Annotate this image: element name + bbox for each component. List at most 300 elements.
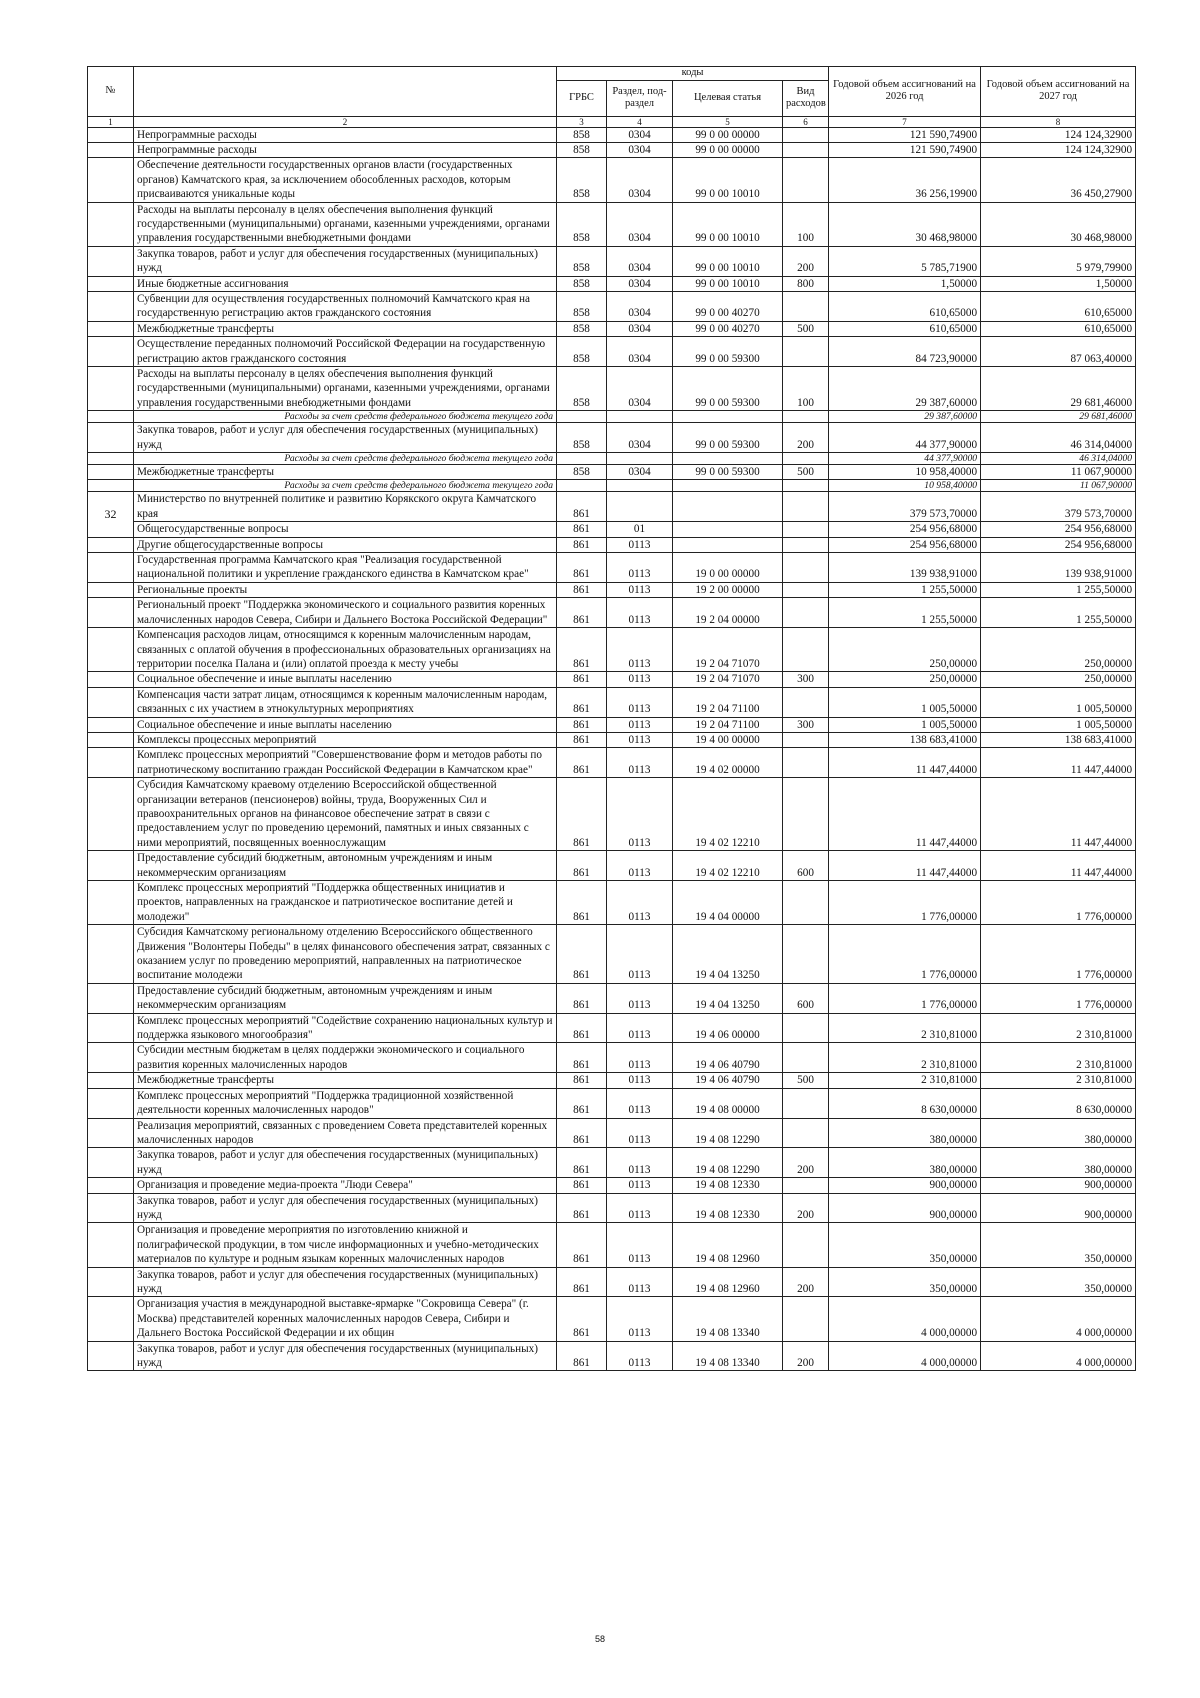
federal-funds-row [88,453,1136,465]
table-row [88,291,1136,321]
cell-grbs: 861 [557,881,607,925]
cell-v2: 30 468,98000 [981,202,1136,246]
cell-rz: 0113 [607,851,673,881]
cell-rz: 0113 [607,687,673,717]
cell-grbs: 861 [557,1148,607,1178]
cell-v2: 8 630,00000 [981,1088,1136,1118]
cell-v2: 610,65000 [981,321,1136,336]
cell-vr [783,337,829,367]
cell-vr: 300 [783,717,829,732]
cell-vr [783,291,829,321]
cell-v2: 46 314,04000 [981,453,1136,465]
row-number [88,748,134,778]
colnum: 3 [557,116,607,127]
cell-v2: 1 255,50000 [981,598,1136,628]
cell-v2: 1 005,50000 [981,717,1136,732]
cell-v1: 10 958,40000 [829,465,981,480]
cell-vr [783,1223,829,1267]
cell-v1: 29 387,60000 [829,411,981,423]
cell-v1: 250,00000 [829,672,981,687]
header-tselevaya: Целевая статья [673,80,783,116]
cell-desc: Организация и проведение мероприятия по изготовлению книжной и полиграфической продукции, в том числе информационных и учебно-методических материалов по культуре и родным языкам коренных малочисленных народов [134,1223,557,1267]
cell-v1: 11 447,44000 [829,851,981,881]
cell-grbs: 858 [557,127,607,142]
cell-v1: 29 387,60000 [829,367,981,411]
table-body [88,127,1136,1371]
row-number [88,687,134,717]
cell-vr [783,778,829,851]
cell-v1: 1 005,50000 [829,717,981,732]
cell-v2: 350,00000 [981,1223,1136,1267]
cell-cs: 19 2 04 71100 [673,687,783,717]
cell-cs: 19 4 02 00000 [673,748,783,778]
cell-grbs: 861 [557,687,607,717]
row-number [88,778,134,851]
table-row [88,1013,1136,1043]
cell-grbs: 861 [557,537,607,552]
colnum: 6 [783,116,829,127]
cell-v1: 4 000,00000 [829,1341,981,1371]
header-razdel: Раздел, под-раздел [607,80,673,116]
table-row [88,1043,1136,1073]
cell-desc: Общегосударственные вопросы [134,522,557,537]
cell-desc: Закупка товаров, работ и услуг для обеспечения государственных (муниципальных) нужд [134,246,557,276]
cell-v2: 4 000,00000 [981,1297,1136,1341]
row-number [88,367,134,411]
cell-v2: 900,00000 [981,1178,1136,1193]
cell-vr [783,628,829,672]
table-row [88,465,1136,480]
cell-desc: Закупка товаров, работ и услуг для обеспечения государственных (муниципальных) нужд [134,1341,557,1371]
cell-cs: 19 4 06 00000 [673,1013,783,1043]
cell-grbs: 861 [557,522,607,537]
cell-vr [783,1178,829,1193]
row-number [88,1073,134,1088]
cell-rz: 0304 [607,465,673,480]
cell-desc: Министерство по внутренней политике и развитию Корякского округа Камчатского края [134,492,557,522]
cell-cs: 19 4 06 40790 [673,1043,783,1073]
row-number [88,465,134,480]
cell-v1: 1 005,50000 [829,687,981,717]
cell-rz: 0113 [607,732,673,747]
row-number [88,291,134,321]
cell-v2: 254 956,68000 [981,537,1136,552]
row-number [88,480,134,492]
cell-v2: 1,50000 [981,276,1136,291]
cell-vr [783,522,829,537]
cell-rz: 0304 [607,337,673,367]
cell-desc: Предоставление субсидий бюджетным, автономным учреждениям и иным некоммерческим организациям [134,851,557,881]
header-codes: коды [557,67,829,81]
cell-desc: Субсидия Камчатскому региональному отделению Всероссийского общественного Движения "Волонтеры Победы" в целях финансового обеспечения затрат, связанных с оказанием услуг по проведению мероприятий, направленных на патриотическое воспитание молодежи [134,925,557,984]
cell-v1: 1,50000 [829,276,981,291]
federal-funds-row [88,411,1136,423]
table-row [88,522,1136,537]
cell-rz: 0304 [607,158,673,202]
header-2027: Годовой объем ассигнований на 2027 год [981,67,1136,117]
table-row [88,1341,1136,1371]
cell-rz: 0113 [607,1178,673,1193]
cell-v2: 124 124,32900 [981,142,1136,157]
cell-desc: Непрограммные расходы [134,142,557,157]
table-row [88,321,1136,336]
table-row [88,492,1136,522]
cell-v2: 250,00000 [981,628,1136,672]
cell-cs [673,492,783,522]
cell-cs: 99 0 00 00000 [673,127,783,142]
cell-v1: 610,65000 [829,291,981,321]
cell-grbs: 861 [557,1193,607,1223]
cell-vr: 600 [783,983,829,1013]
row-number [88,1013,134,1043]
table-row [88,337,1136,367]
row-number [88,246,134,276]
cell-cs [673,411,783,423]
cell-desc: Комплексы процессных мероприятий [134,732,557,747]
cell-grbs: 861 [557,925,607,984]
cell-v2: 1 776,00000 [981,881,1136,925]
cell-grbs: 858 [557,465,607,480]
cell-rz [607,453,673,465]
cell-desc: Организация и проведение медиа-проекта "Люди Севера" [134,1178,557,1193]
table-row [88,158,1136,202]
cell-cs: 19 4 04 13250 [673,983,783,1013]
cell-v1: 44 377,90000 [829,423,981,453]
cell-desc: Расходы за счет средств федерального бюджета текущего года [134,480,557,492]
federal-funds-row [88,480,1136,492]
cell-v1: 610,65000 [829,321,981,336]
cell-vr: 200 [783,1267,829,1297]
colnum: 4 [607,116,673,127]
cell-cs: 99 0 00 59300 [673,423,783,453]
cell-rz: 0304 [607,423,673,453]
cell-rz [607,492,673,522]
cell-grbs: 861 [557,1267,607,1297]
cell-vr [783,925,829,984]
cell-vr [783,492,829,522]
cell-vr: 500 [783,321,829,336]
cell-grbs: 861 [557,1297,607,1341]
cell-rz: 0113 [607,1267,673,1297]
cell-cs [673,537,783,552]
cell-desc: Закупка товаров, работ и услуг для обеспечения государственных (муниципальных) нужд [134,423,557,453]
cell-cs: 99 0 00 10010 [673,158,783,202]
cell-grbs: 861 [557,1118,607,1148]
cell-v2: 29 681,46000 [981,411,1136,423]
row-number [88,553,134,583]
cell-grbs: 858 [557,367,607,411]
cell-grbs: 858 [557,158,607,202]
cell-grbs: 861 [557,732,607,747]
cell-grbs: 861 [557,1088,607,1118]
table-row [88,851,1136,881]
cell-v2: 350,00000 [981,1267,1136,1297]
cell-vr: 100 [783,367,829,411]
table-row [88,127,1136,142]
cell-desc: Социальное обеспечение и иные выплаты населению [134,717,557,732]
table-row [88,717,1136,732]
cell-cs: 19 4 08 12960 [673,1223,783,1267]
table-row [88,537,1136,552]
row-number [88,1341,134,1371]
cell-vr: 600 [783,851,829,881]
cell-cs: 19 4 04 13250 [673,925,783,984]
cell-vr [783,1043,829,1073]
cell-cs: 19 2 04 00000 [673,598,783,628]
colnum: 5 [673,116,783,127]
cell-cs: 99 0 00 40270 [673,321,783,336]
cell-rz: 0113 [607,1088,673,1118]
cell-grbs: 858 [557,202,607,246]
row-number [88,582,134,597]
cell-rz: 0304 [607,202,673,246]
row-number [88,423,134,453]
table-row [88,1073,1136,1088]
table-row [88,748,1136,778]
cell-v1: 138 683,41000 [829,732,981,747]
row-number [88,1118,134,1148]
cell-desc: Межбюджетные трансферты [134,1073,557,1088]
cell-desc: Закупка товаров, работ и услуг для обеспечения государственных (муниципальных) нужд [134,1148,557,1178]
cell-cs: 19 4 02 12210 [673,778,783,851]
row-number [88,321,134,336]
cell-vr [783,1088,829,1118]
cell-v2: 11 067,90000 [981,465,1136,480]
table-row [88,1223,1136,1267]
cell-v2: 1 776,00000 [981,983,1136,1013]
cell-vr [783,687,829,717]
cell-rz: 0113 [607,628,673,672]
cell-v2: 4 000,00000 [981,1341,1136,1371]
row-number [88,202,134,246]
colnum: 1 [88,116,134,127]
cell-grbs: 861 [557,983,607,1013]
cell-v1: 121 590,74900 [829,127,981,142]
cell-vr [783,1013,829,1043]
row-number [88,537,134,552]
cell-desc: Комплекс процессных мероприятий "Поддержка общественных инициатив и проектов, направленных на гражданское и патриотическое воспитание детей и молодежи" [134,881,557,925]
cell-v1: 2 310,81000 [829,1073,981,1088]
cell-vr [783,881,829,925]
table-row [88,423,1136,453]
cell-v1: 11 447,44000 [829,748,981,778]
cell-cs: 19 4 08 13340 [673,1341,783,1371]
cell-vr: 200 [783,423,829,453]
cell-rz: 0113 [607,1013,673,1043]
cell-desc: Субсидии местным бюджетам в целях поддержки экономического и социального развития коренных малочисленных народов [134,1043,557,1073]
cell-vr [783,480,829,492]
row-number [88,1267,134,1297]
cell-v2: 1 255,50000 [981,582,1136,597]
table-row [88,983,1136,1013]
cell-vr [783,732,829,747]
table-row [88,778,1136,851]
row-number [88,851,134,881]
cell-desc: Осуществление переданных полномочий Российской Федерации на государственную регистрацию актов гражданского состояния [134,337,557,367]
table-row [88,1088,1136,1118]
cell-desc: Предоставление субсидий бюджетным, автономным учреждениям и иным некоммерческим организациям [134,983,557,1013]
cell-rz: 0304 [607,276,673,291]
cell-cs: 19 4 08 00000 [673,1088,783,1118]
cell-v2: 1 005,50000 [981,687,1136,717]
cell-grbs: 861 [557,582,607,597]
row-number [88,276,134,291]
table-row [88,246,1136,276]
cell-v1: 900,00000 [829,1178,981,1193]
cell-v1: 4 000,00000 [829,1297,981,1341]
cell-vr [783,453,829,465]
cell-vr [783,411,829,423]
cell-vr: 300 [783,672,829,687]
row-number [88,1178,134,1193]
cell-vr: 200 [783,1341,829,1371]
table-row [88,1118,1136,1148]
row-number [88,717,134,732]
cell-vr: 800 [783,276,829,291]
cell-rz: 0113 [607,1118,673,1148]
cell-rz: 0304 [607,246,673,276]
cell-cs: 19 2 00 00000 [673,582,783,597]
cell-rz: 0113 [607,717,673,732]
cell-rz [607,411,673,423]
row-number [88,983,134,1013]
cell-v1: 5 785,71900 [829,246,981,276]
cell-cs: 19 4 08 12330 [673,1193,783,1223]
row-number [88,1297,134,1341]
cell-rz: 0304 [607,291,673,321]
row-number [88,158,134,202]
cell-v2: 124 124,32900 [981,127,1136,142]
cell-vr: 100 [783,202,829,246]
cell-vr [783,142,829,157]
cell-desc: Расходы на выплаты персоналу в целях обеспечения выполнения функций государственными (муниципальными) органами, казенными учреждениями, органами управления государственными внебюджетными фондами [134,367,557,411]
cell-cs: 99 0 00 59300 [673,367,783,411]
cell-cs: 19 2 04 71100 [673,717,783,732]
cell-grbs [557,453,607,465]
header-no: № [88,67,134,117]
cell-v1: 1 776,00000 [829,983,981,1013]
cell-cs: 19 4 02 12210 [673,851,783,881]
cell-v1: 84 723,90000 [829,337,981,367]
cell-grbs: 861 [557,598,607,628]
row-number [88,1223,134,1267]
cell-cs: 19 4 08 12960 [673,1267,783,1297]
cell-v2: 380,00000 [981,1118,1136,1148]
cell-vr [783,553,829,583]
cell-cs: 19 4 08 12290 [673,1148,783,1178]
cell-v2: 2 310,81000 [981,1043,1136,1073]
row-number [88,628,134,672]
cell-rz: 0113 [607,1297,673,1341]
cell-vr: 200 [783,246,829,276]
cell-desc: Субвенции для осуществления государственных полномочий Камчатского края на государственную регистрацию актов гражданского состояния [134,291,557,321]
cell-grbs: 861 [557,1178,607,1193]
cell-desc: Иные бюджетные ассигнования [134,276,557,291]
cell-cs: 19 4 08 13340 [673,1297,783,1341]
cell-vr [783,582,829,597]
cell-v2: 2 310,81000 [981,1013,1136,1043]
cell-v1: 380,00000 [829,1148,981,1178]
cell-v2: 2 310,81000 [981,1073,1136,1088]
cell-cs: 99 0 00 59300 [673,465,783,480]
cell-v1: 139 938,91000 [829,553,981,583]
cell-desc: Комплекс процессных мероприятий "Совершенствование форм и методов работы по патриотическому воспитанию граждан Российской Федерации в Камчатском крае" [134,748,557,778]
table-row [88,202,1136,246]
cell-v1: 1 255,50000 [829,582,981,597]
page-number: 58 [594,1634,605,1644]
cell-grbs: 861 [557,1043,607,1073]
cell-cs [673,480,783,492]
cell-grbs: 861 [557,628,607,672]
cell-rz: 0304 [607,127,673,142]
cell-cs: 19 4 06 40790 [673,1073,783,1088]
cell-v2: 254 956,68000 [981,522,1136,537]
cell-grbs: 861 [557,553,607,583]
cell-v1: 250,00000 [829,628,981,672]
cell-cs: 19 4 04 00000 [673,881,783,925]
cell-vr [783,1297,829,1341]
row-number [88,411,134,423]
cell-cs: 19 0 00 00000 [673,553,783,583]
cell-cs: 99 0 00 10010 [673,246,783,276]
cell-grbs: 861 [557,1223,607,1267]
cell-v1: 380,00000 [829,1118,981,1148]
table-row [88,925,1136,984]
cell-rz: 0113 [607,1043,673,1073]
cell-vr [783,748,829,778]
cell-desc: Расходы за счет средств федерального бюджета текущего года [134,453,557,465]
cell-v1: 121 590,74900 [829,142,981,157]
cell-v2: 1 776,00000 [981,925,1136,984]
cell-vr: 500 [783,1073,829,1088]
cell-v2: 250,00000 [981,672,1136,687]
table-row [88,628,1136,672]
table-row [88,1178,1136,1193]
cell-grbs: 861 [557,1013,607,1043]
cell-cs: 99 0 00 00000 [673,142,783,157]
row-number [88,127,134,142]
cell-v2: 36 450,27900 [981,158,1136,202]
cell-desc: Компенсация части затрат лицам, относящимся к коренным малочисленным народам, связанных с их участием в этнокультурных мероприятиях [134,687,557,717]
cell-cs: 99 0 00 59300 [673,337,783,367]
row-number [88,1088,134,1118]
row-number [88,598,134,628]
cell-grbs: 858 [557,337,607,367]
cell-rz: 0113 [607,672,673,687]
header-vid: Вид расходов [783,80,829,116]
cell-desc: Социальное обеспечение и иные выплаты населению [134,672,557,687]
cell-desc: Расходы за счет средств федерального бюджета текущего года [134,411,557,423]
cell-vr [783,537,829,552]
cell-vr: 500 [783,465,829,480]
colnum: 2 [134,116,557,127]
cell-vr [783,1118,829,1148]
row-number [88,142,134,157]
cell-v2: 138 683,41000 [981,732,1136,747]
row-number [88,453,134,465]
cell-v2: 900,00000 [981,1193,1136,1223]
cell-v1: 30 468,98000 [829,202,981,246]
cell-desc: Межбюджетные трансферты [134,465,557,480]
cell-v1: 1 776,00000 [829,881,981,925]
cell-rz: 0113 [607,582,673,597]
cell-vr [783,127,829,142]
cell-cs: 19 2 04 71070 [673,628,783,672]
cell-cs: 99 0 00 10010 [673,202,783,246]
table-row [88,367,1136,411]
table-row [88,732,1136,747]
cell-vr [783,598,829,628]
